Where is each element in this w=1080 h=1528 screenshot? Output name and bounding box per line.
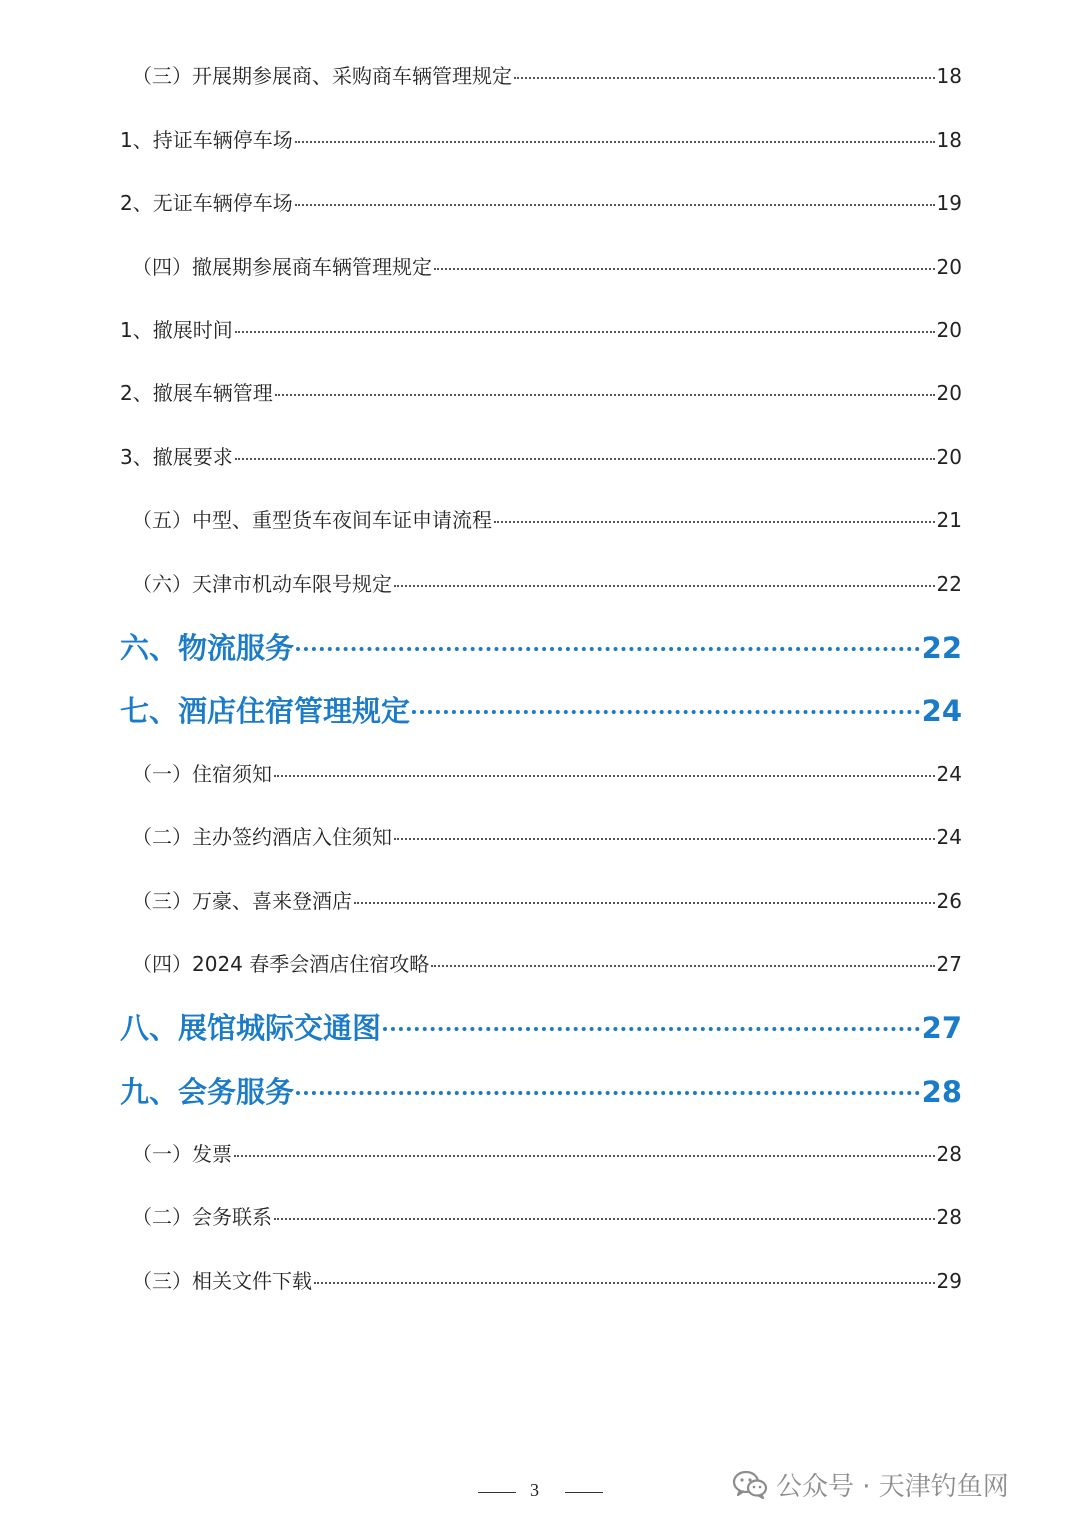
toc-entry-page: 29 — [936, 1269, 962, 1293]
toc-entry-label: （三）开展期参展商、采购商车辆管理规定 — [132, 64, 512, 88]
toc-entry[interactable] — [132, 504, 962, 534]
toc-entry-label: 1、持证车辆停车场 — [120, 128, 293, 152]
toc-entry-label: （一）住宿须知 — [132, 762, 272, 786]
toc-chapter-page: 28 — [921, 1075, 962, 1109]
toc-entry-label: （四）2024 春季会酒店住宿攻略 — [132, 952, 430, 976]
page-number: 3 — [530, 1480, 539, 1500]
toc-entry-page: 27 — [936, 952, 962, 976]
dot-leader — [394, 585, 935, 587]
toc-entry-page: 24 — [936, 825, 962, 849]
toc-chapter-entry[interactable] — [120, 1070, 962, 1110]
dot-leader — [235, 331, 935, 333]
wechat-icon — [732, 1469, 768, 1501]
footer-rule-left — [478, 1492, 516, 1493]
toc-entry[interactable] — [132, 60, 962, 90]
dot-leader — [275, 394, 935, 396]
dot-leader — [234, 1155, 935, 1157]
toc-entry-page: 20 — [936, 255, 962, 279]
toc-entry[interactable] — [132, 568, 962, 598]
toc-entry-page: 19 — [936, 191, 962, 215]
toc-entry[interactable] — [120, 314, 962, 344]
toc-entry[interactable] — [132, 821, 962, 851]
dot-leader — [296, 647, 920, 651]
dot-leader — [295, 204, 935, 206]
dot-leader — [383, 1027, 920, 1031]
toc-chapter-entry[interactable] — [120, 1006, 962, 1046]
toc-entry[interactable] — [132, 758, 962, 788]
watermark-text: 公众号 · 天津钓鱼网 — [776, 1472, 1009, 1502]
dot-leader — [235, 458, 935, 460]
toc-chapter-page: 27 — [921, 1011, 962, 1045]
toc-entry-label: （四）撤展期参展商车辆管理规定 — [132, 255, 432, 279]
watermark — [732, 1466, 1009, 1503]
toc-entry-page: 22 — [936, 572, 962, 596]
toc-entry-page: 20 — [936, 318, 962, 342]
dot-leader — [494, 521, 935, 523]
toc-entry[interactable] — [132, 948, 962, 978]
toc-entry-label: 2、无证车辆停车场 — [120, 191, 293, 215]
toc-entry-page: 26 — [936, 889, 962, 913]
toc-chapter-label: 九、会务服务 — [120, 1075, 295, 1109]
toc-entry[interactable] — [132, 1265, 962, 1295]
toc-entry-label: （六）天津市机动车限号规定 — [132, 572, 392, 596]
toc-entry-label: （三）相关文件下载 — [132, 1269, 312, 1293]
toc-chapter-label: 七、酒店住宿管理规定 — [120, 694, 411, 728]
toc-entry[interactable] — [132, 885, 962, 915]
toc-entry[interactable] — [120, 187, 962, 217]
toc-entry-page: 20 — [936, 381, 962, 405]
toc-entry-page: 24 — [936, 762, 962, 786]
dot-leader — [394, 838, 935, 840]
toc-entry-label: （二）主办签约酒店入住须知 — [132, 825, 392, 849]
dot-leader — [274, 775, 935, 777]
toc-chapter-entry[interactable] — [120, 689, 962, 729]
toc-entry-page: 28 — [936, 1205, 962, 1229]
toc-entry-label: 2、撤展车辆管理 — [120, 381, 273, 405]
toc-entry-page: 28 — [936, 1142, 962, 1166]
toc-entry[interactable] — [132, 1138, 962, 1168]
toc-entry[interactable] — [120, 124, 962, 154]
dot-leader — [295, 141, 935, 143]
dot-leader — [274, 1218, 935, 1220]
toc-entry[interactable] — [132, 1201, 962, 1231]
toc-entry-label: 3、撤展要求 — [120, 445, 233, 469]
toc-entry-label: （五）中型、重型货车夜间车证申请流程 — [132, 508, 492, 532]
dot-leader — [412, 710, 920, 714]
toc-entry[interactable] — [120, 441, 962, 471]
footer-rule-right — [565, 1492, 603, 1493]
toc-chapter-entry[interactable] — [120, 626, 962, 666]
dot-leader — [314, 1282, 935, 1284]
dot-leader — [431, 965, 934, 967]
toc-entry-label: （一）发票 — [132, 1142, 232, 1166]
toc-entry-label: （三）万豪、喜来登酒店 — [132, 889, 352, 913]
dot-leader — [434, 268, 935, 270]
toc-entry-page: 21 — [936, 508, 962, 532]
dot-leader — [514, 77, 935, 79]
toc-entry-label: （二）会务联系 — [132, 1205, 272, 1229]
toc-entry-label: 1、撤展时间 — [120, 318, 233, 342]
toc-entry[interactable] — [120, 377, 962, 407]
dot-leader — [296, 1091, 920, 1095]
toc-entry[interactable] — [132, 251, 962, 281]
toc-entry-page: 18 — [936, 128, 962, 152]
toc-entry-page: 18 — [936, 64, 962, 88]
toc-chapter-label: 八、展馆城际交通图 — [120, 1011, 382, 1045]
toc-chapter-page: 24 — [921, 694, 962, 728]
toc-entry-page: 20 — [936, 445, 962, 469]
toc-chapter-page: 22 — [921, 631, 962, 665]
toc-chapter-label: 六、物流服务 — [120, 631, 295, 665]
dot-leader — [354, 902, 935, 904]
